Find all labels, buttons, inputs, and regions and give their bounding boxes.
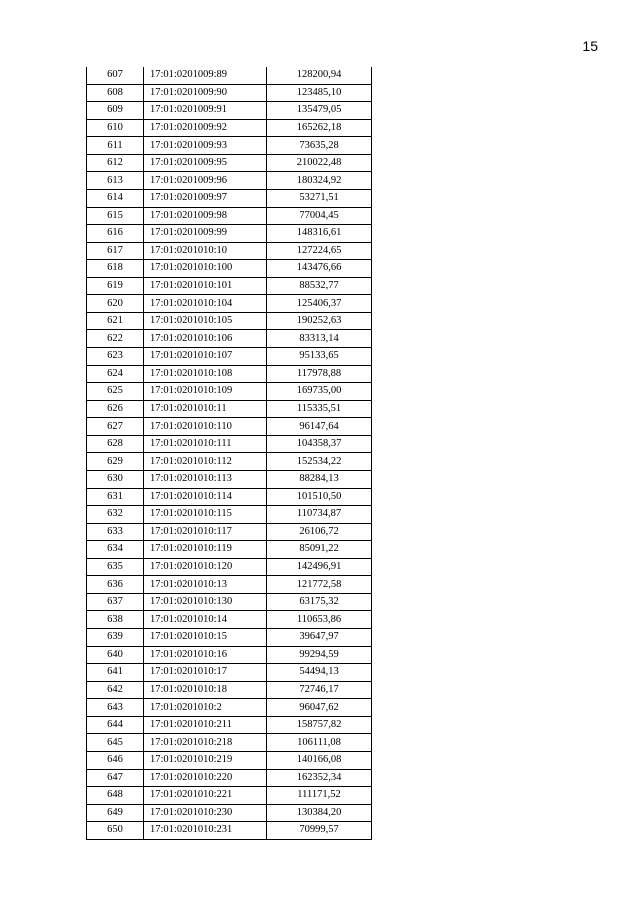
row-number-cell: 640 [87, 646, 144, 664]
table-row [87, 716, 372, 734]
table-row [87, 629, 372, 647]
cadastral-number-cell: 17:01:0201010:16 [144, 646, 267, 664]
table-body [87, 67, 372, 839]
cadastral-number-cell: 17:01:0201010:119 [144, 541, 267, 559]
table-row [87, 348, 372, 366]
value-cell: 158757,82 [267, 716, 372, 734]
table-row [87, 734, 372, 752]
table-row [87, 576, 372, 594]
table-row [87, 488, 372, 506]
row-number-cell: 615 [87, 207, 144, 225]
table-row [87, 804, 372, 822]
cadastral-number-cell: 17:01:0201010:110 [144, 418, 267, 436]
value-cell: 111171,52 [267, 787, 372, 805]
row-number-cell: 625 [87, 383, 144, 401]
row-number-cell: 645 [87, 734, 144, 752]
cadastral-number-cell: 17:01:0201010:108 [144, 365, 267, 383]
row-number-cell: 617 [87, 242, 144, 260]
cadastral-number-cell: 17:01:0201010:101 [144, 277, 267, 295]
value-cell: 53271,51 [267, 189, 372, 207]
table-row [87, 260, 372, 278]
table-row [87, 312, 372, 330]
cadastral-number-cell: 17:01:0201010:130 [144, 593, 267, 611]
row-number-cell: 631 [87, 488, 144, 506]
value-cell: 162352,34 [267, 769, 372, 787]
row-number-cell: 621 [87, 312, 144, 330]
table-row [87, 470, 372, 488]
value-cell: 83313,14 [267, 330, 372, 348]
value-cell: 117978,88 [267, 365, 372, 383]
row-number-cell: 633 [87, 523, 144, 541]
row-number-cell: 618 [87, 260, 144, 278]
value-cell: 148316,61 [267, 225, 372, 243]
cadastral-number-cell: 17:01:0201009:91 [144, 102, 267, 120]
cadastral-number-cell: 17:01:0201010:112 [144, 453, 267, 471]
row-number-cell: 632 [87, 506, 144, 524]
row-number-cell: 630 [87, 470, 144, 488]
value-cell: 140166,08 [267, 751, 372, 769]
value-cell: 115335,51 [267, 400, 372, 418]
value-cell: 135479,05 [267, 102, 372, 120]
cadastral-number-cell: 17:01:0201009:90 [144, 84, 267, 102]
table-row [87, 400, 372, 418]
table-row [87, 330, 372, 348]
value-cell: 130384,20 [267, 804, 372, 822]
cadastral-number-cell: 17:01:0201009:92 [144, 119, 267, 137]
table-row [87, 787, 372, 805]
cadastral-number-cell: 17:01:0201010:107 [144, 348, 267, 366]
value-cell: 73635,28 [267, 137, 372, 155]
row-number-cell: 607 [87, 67, 144, 84]
page-number: 15 [582, 38, 598, 54]
row-number-cell: 635 [87, 558, 144, 576]
value-cell: 127224,65 [267, 242, 372, 260]
table-row [87, 102, 372, 120]
cadastral-number-cell: 17:01:0201009:93 [144, 137, 267, 155]
cadastral-number-cell: 17:01:0201010:220 [144, 769, 267, 787]
table-row [87, 67, 372, 84]
value-cell: 85091,22 [267, 541, 372, 559]
cadastral-number-cell: 17:01:0201009:98 [144, 207, 267, 225]
value-cell: 210022,48 [267, 154, 372, 172]
cadastral-number-cell: 17:01:0201010:117 [144, 523, 267, 541]
value-cell: 143476,66 [267, 260, 372, 278]
cadastral-number-cell: 17:01:0201009:96 [144, 172, 267, 190]
cadastral-number-cell: 17:01:0201009:97 [144, 189, 267, 207]
cadastral-number-cell: 17:01:0201010:106 [144, 330, 267, 348]
table-row [87, 119, 372, 137]
cadastral-number-cell: 17:01:0201009:99 [144, 225, 267, 243]
row-number-cell: 623 [87, 348, 144, 366]
table-row [87, 506, 372, 524]
value-cell: 96047,62 [267, 699, 372, 717]
value-cell: 63175,32 [267, 593, 372, 611]
value-cell: 110734,87 [267, 506, 372, 524]
cadastral-number-cell: 17:01:0201009:95 [144, 154, 267, 172]
table-row [87, 523, 372, 541]
value-cell: 169735,00 [267, 383, 372, 401]
value-cell: 72746,17 [267, 681, 372, 699]
table-row [87, 225, 372, 243]
row-number-cell: 647 [87, 769, 144, 787]
table-row [87, 611, 372, 629]
value-cell: 125406,37 [267, 295, 372, 313]
row-number-cell: 608 [87, 84, 144, 102]
value-cell: 70999,57 [267, 822, 372, 840]
cadastral-number-cell: 17:01:0201010:13 [144, 576, 267, 594]
row-number-cell: 644 [87, 716, 144, 734]
cadastral-number-cell: 17:01:0201010:10 [144, 242, 267, 260]
table-row [87, 593, 372, 611]
row-number-cell: 636 [87, 576, 144, 594]
cadastral-number-cell: 17:01:0201010:113 [144, 470, 267, 488]
cadastral-number-cell: 17:01:0201010:111 [144, 435, 267, 453]
table-row [87, 822, 372, 840]
value-cell: 190252,63 [267, 312, 372, 330]
cadastral-number-cell: 17:01:0201010:17 [144, 664, 267, 682]
row-number-cell: 626 [87, 400, 144, 418]
value-cell: 104358,37 [267, 435, 372, 453]
cadastral-number-cell: 17:01:0201010:14 [144, 611, 267, 629]
row-number-cell: 649 [87, 804, 144, 822]
table-row [87, 664, 372, 682]
table-row [87, 207, 372, 225]
value-cell: 165262,18 [267, 119, 372, 137]
table-row [87, 558, 372, 576]
cadastral-number-cell: 17:01:0201010:109 [144, 383, 267, 401]
row-number-cell: 611 [87, 137, 144, 155]
row-number-cell: 620 [87, 295, 144, 313]
cadastral-number-cell: 17:01:0201010:221 [144, 787, 267, 805]
row-number-cell: 646 [87, 751, 144, 769]
table-row [87, 277, 372, 295]
value-cell: 101510,50 [267, 488, 372, 506]
value-cell: 95133,65 [267, 348, 372, 366]
row-number-cell: 619 [87, 277, 144, 295]
table-row [87, 681, 372, 699]
value-cell: 77004,45 [267, 207, 372, 225]
cadastral-number-cell: 17:01:0201010:18 [144, 681, 267, 699]
table-row [87, 646, 372, 664]
cadastral-number-cell: 17:01:0201010:211 [144, 716, 267, 734]
value-cell: 128200,94 [267, 67, 372, 84]
row-number-cell: 609 [87, 102, 144, 120]
cadastral-number-cell: 17:01:0201010:120 [144, 558, 267, 576]
row-number-cell: 610 [87, 119, 144, 137]
cadastral-number-cell: 17:01:0201010:2 [144, 699, 267, 717]
value-cell: 96147,64 [267, 418, 372, 436]
cadastral-number-cell: 17:01:0201010:230 [144, 804, 267, 822]
table-row [87, 751, 372, 769]
row-number-cell: 629 [87, 453, 144, 471]
cadastral-number-cell: 17:01:0201010:104 [144, 295, 267, 313]
row-number-cell: 622 [87, 330, 144, 348]
row-number-cell: 642 [87, 681, 144, 699]
table-row [87, 154, 372, 172]
row-number-cell: 643 [87, 699, 144, 717]
row-number-cell: 639 [87, 629, 144, 647]
row-number-cell: 627 [87, 418, 144, 436]
value-cell: 26106,72 [267, 523, 372, 541]
cadastral-number-cell: 17:01:0201010:218 [144, 734, 267, 752]
cadastral-number-cell: 17:01:0201010:231 [144, 822, 267, 840]
value-cell: 123485,10 [267, 84, 372, 102]
row-number-cell: 616 [87, 225, 144, 243]
table-row [87, 769, 372, 787]
cadastral-number-cell: 17:01:0201010:15 [144, 629, 267, 647]
table-row [87, 541, 372, 559]
row-number-cell: 628 [87, 435, 144, 453]
cadastral-number-cell: 17:01:0201010:11 [144, 400, 267, 418]
table-row [87, 137, 372, 155]
table-row [87, 365, 372, 383]
cadastral-number-cell: 17:01:0201010:105 [144, 312, 267, 330]
table-row [87, 699, 372, 717]
table-row [87, 383, 372, 401]
table-row [87, 453, 372, 471]
table-row [87, 295, 372, 313]
row-number-cell: 650 [87, 822, 144, 840]
cadastral-number-cell: 17:01:0201010:115 [144, 506, 267, 524]
table-row [87, 435, 372, 453]
row-number-cell: 612 [87, 154, 144, 172]
table-row [87, 418, 372, 436]
row-number-cell: 648 [87, 787, 144, 805]
value-cell: 39647,97 [267, 629, 372, 647]
cadastral-number-cell: 17:01:0201010:100 [144, 260, 267, 278]
cadastral-number-cell: 17:01:0201009:89 [144, 67, 267, 84]
value-cell: 88284,13 [267, 470, 372, 488]
value-cell: 106111,08 [267, 734, 372, 752]
row-number-cell: 637 [87, 593, 144, 611]
value-cell: 121772,58 [267, 576, 372, 594]
row-number-cell: 624 [87, 365, 144, 383]
value-cell: 88532,77 [267, 277, 372, 295]
cadastral-number-cell: 17:01:0201010:219 [144, 751, 267, 769]
row-number-cell: 638 [87, 611, 144, 629]
value-cell: 110653,86 [267, 611, 372, 629]
cadastral-number-cell: 17:01:0201010:114 [144, 488, 267, 506]
value-cell: 142496,91 [267, 558, 372, 576]
table-row [87, 189, 372, 207]
value-cell: 99294,59 [267, 646, 372, 664]
row-number-cell: 613 [87, 172, 144, 190]
table-row [87, 242, 372, 260]
value-cell: 180324,92 [267, 172, 372, 190]
cadastral-value-table [86, 67, 372, 840]
table-row [87, 84, 372, 102]
row-number-cell: 614 [87, 189, 144, 207]
value-cell: 152534,22 [267, 453, 372, 471]
table-row [87, 172, 372, 190]
value-cell: 54494,13 [267, 664, 372, 682]
row-number-cell: 641 [87, 664, 144, 682]
row-number-cell: 634 [87, 541, 144, 559]
